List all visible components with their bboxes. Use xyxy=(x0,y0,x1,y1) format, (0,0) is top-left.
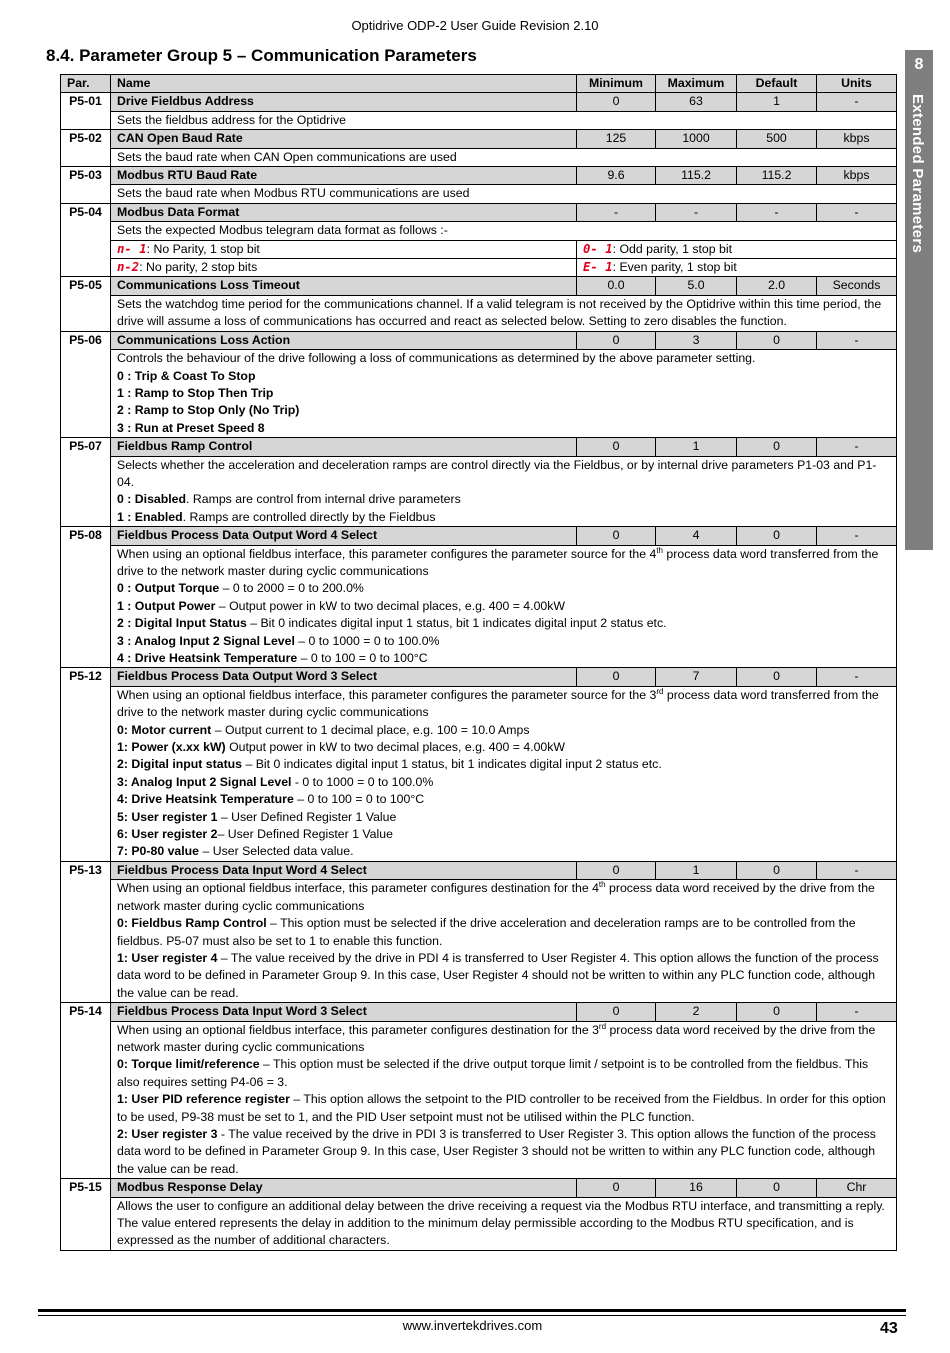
param-default: 0 xyxy=(737,331,817,349)
description-line xyxy=(117,843,890,860)
description-line xyxy=(117,296,890,331)
param-maximum: 3 xyxy=(656,331,737,349)
description-text: When using an optional fieldbus interface, this parameter configures destination for the 4 xyxy=(117,881,599,896)
param-name: Fieldbus Ramp Control xyxy=(111,438,577,456)
description-text: Allows the user to configure an additional delay between the drive receiving a request via the Modbus RTU interface, and transmitting a reply. The value entered represents the delay in addition to the minimum delay permissible according to the Modbus RTU specification, and is expressed as the number of additional characters. xyxy=(117,1198,885,1248)
ordinal-suffix: rd xyxy=(598,1021,607,1031)
description-text: – User Defined Register 1 Value xyxy=(217,827,393,842)
param-maximum: 5.0 xyxy=(656,277,737,295)
param-default: - xyxy=(737,203,817,221)
param-units: - xyxy=(817,93,897,111)
param-default: 0 xyxy=(737,1179,817,1197)
format-text: : Even parity, 1 stop bit xyxy=(612,260,737,275)
description-text: Output power in kW to two decimal places, e.g. 400 = 4.00kW xyxy=(225,740,566,755)
description-line xyxy=(117,402,890,419)
param-name: Modbus RTU Baud Rate xyxy=(111,167,577,185)
param-id: P5-13 xyxy=(61,861,111,1002)
param-row xyxy=(61,527,897,545)
description-line xyxy=(117,739,890,756)
option-label: 3 : Analog Input 2 Signal Level xyxy=(117,633,295,648)
param-description-row xyxy=(61,295,897,331)
description-line xyxy=(117,149,890,166)
param-default: 2.0 xyxy=(737,277,817,295)
param-minimum: - xyxy=(577,203,656,221)
description-text: Sets the fieldbus address for the Optidrive xyxy=(117,112,346,127)
param-description xyxy=(111,1197,897,1250)
format-option xyxy=(577,259,897,277)
param-description xyxy=(111,1021,897,1179)
footer-url: www.invertekdrives.com xyxy=(402,1318,543,1333)
param-row xyxy=(61,130,897,148)
description-line xyxy=(117,457,890,492)
col-name: Name xyxy=(111,75,577,93)
param-name: Fieldbus Process Data Input Word 3 Select xyxy=(111,1003,577,1021)
description-text: . Ramps are controlled directly by the Fieldbus xyxy=(182,509,436,524)
description-text: When using an optional fieldbus interface, this parameter configures the parameter source for the 3 xyxy=(117,687,657,702)
param-row xyxy=(61,668,897,686)
param-description-row xyxy=(61,456,897,527)
param-row xyxy=(61,861,897,879)
table-header-row xyxy=(61,75,897,93)
description-text-cont: process data word received by the drive from the network master during cyclic communications xyxy=(117,881,875,913)
param-description-row xyxy=(61,686,897,861)
section-title: 8.4. Parameter Group 5 – Communication Parameters xyxy=(46,46,477,65)
description-text: – Bit 0 indicates digital input 1 status, bit 1 indicates digital input 2 status etc. xyxy=(242,757,662,772)
param-minimum: 0 xyxy=(577,1003,656,1021)
param-units: - xyxy=(817,861,897,879)
format-text: : No parity, 2 stop bits xyxy=(139,260,258,275)
param-name: Fieldbus Process Data Output Word 3 Select xyxy=(111,668,577,686)
param-units: kbps xyxy=(817,130,897,148)
param-maximum: 16 xyxy=(656,1179,737,1197)
description-line xyxy=(117,546,890,581)
param-name: Fieldbus Process Data Input Word 4 Select xyxy=(111,861,577,879)
description-text: Sets the baud rate when Modbus RTU communications are used xyxy=(117,186,470,201)
format-text: : No Parity, 1 stop bit xyxy=(146,241,260,256)
param-row xyxy=(61,1003,897,1021)
param-id: P5-04 xyxy=(61,203,111,277)
param-description-row xyxy=(61,111,897,129)
description-text: – Output power in kW to two decimal places, e.g. 400 = 4.00kW xyxy=(215,598,565,613)
description-text: - The value received by the drive in PDI 3 is transferred to User Register 3. This option allows the function of the process data word to be defined in Parameter Group 9. In this case, User Register 3 should not be written to within any PLC function code, although the value can be read. xyxy=(117,1126,876,1176)
param-id: P5-02 xyxy=(61,130,111,167)
param-units: - xyxy=(817,438,897,456)
description-line xyxy=(117,420,890,437)
param-maximum: 1 xyxy=(656,438,737,456)
param-name: Communications Loss Action xyxy=(111,331,577,349)
format-text: : Odd parity, 1 stop bit xyxy=(612,241,733,256)
param-description xyxy=(111,880,897,1003)
param-description-row xyxy=(61,545,897,668)
param-description xyxy=(111,350,897,438)
param-units: - xyxy=(817,668,897,686)
param-id: P5-08 xyxy=(61,527,111,668)
description-line xyxy=(117,1198,890,1250)
option-label: 2 : Ramp to Stop Only (No Trip) xyxy=(117,403,300,418)
option-label: 2: User register 3 xyxy=(117,1126,218,1141)
chapter-number: 8 xyxy=(914,56,924,73)
format-code: 0- 1 xyxy=(583,241,613,256)
param-description xyxy=(111,545,897,668)
param-maximum: 1000 xyxy=(656,130,737,148)
description-text: – Output current to 1 decimal place, e.g. 100 = 10.0 Amps xyxy=(211,722,530,737)
option-label: 1 : Ramp to Stop Then Trip xyxy=(117,385,274,400)
param-description xyxy=(111,148,897,166)
param-minimum: 0 xyxy=(577,527,656,545)
option-label: 3 : Run at Preset Speed 8 xyxy=(117,420,265,435)
description-line xyxy=(117,1126,890,1178)
description-text: Sets the expected Modbus telegram data format as follows :- xyxy=(117,223,448,238)
description-line xyxy=(117,809,890,826)
param-maximum: 7 xyxy=(656,668,737,686)
option-label: 1: User register 4 xyxy=(117,950,218,965)
description-line xyxy=(117,350,890,367)
param-description xyxy=(111,185,897,203)
ordinal-suffix: th xyxy=(598,880,606,890)
parameter-table xyxy=(60,74,897,1251)
format-code: n- 1 xyxy=(117,241,147,256)
param-description-row xyxy=(61,1021,897,1179)
option-label: 7: P0-80 value xyxy=(117,844,200,859)
chapter-label: Extended Parameters xyxy=(909,94,926,254)
param-maximum: 2 xyxy=(656,1003,737,1021)
ordinal-suffix: th xyxy=(656,545,663,555)
description-line xyxy=(117,950,890,1002)
description-text: . Ramps are control from internal drive parameters xyxy=(186,492,461,507)
description-line xyxy=(117,185,890,202)
param-description xyxy=(111,222,897,240)
param-description-row xyxy=(61,880,897,1003)
param-minimum: 0 xyxy=(577,1179,656,1197)
param-maximum: 115.2 xyxy=(656,167,737,185)
param-minimum: 0 xyxy=(577,668,656,686)
option-label: 4 : Drive Heatsink Temperature xyxy=(117,651,298,665)
param-minimum: 9.6 xyxy=(577,167,656,185)
param-description xyxy=(111,686,897,861)
description-line xyxy=(117,722,890,739)
description-line xyxy=(117,491,890,508)
description-line xyxy=(117,1056,890,1091)
chapter-tab xyxy=(905,50,933,550)
description-text: – User Selected data value. xyxy=(199,844,354,859)
option-label: 6: User register 2 xyxy=(117,827,218,842)
col-maximum: Maximum xyxy=(656,75,737,93)
format-option xyxy=(577,240,897,258)
option-label: 0 : Trip & Coast To Stop xyxy=(117,368,256,383)
param-description xyxy=(111,456,897,527)
description-line xyxy=(117,598,890,615)
description-line xyxy=(117,880,890,915)
description-text-cont: process data word transferred from the drive to the network master during cyclic communications xyxy=(117,546,879,578)
description-line xyxy=(117,756,890,773)
param-minimum: 0 xyxy=(577,331,656,349)
param-name: Fieldbus Process Data Output Word 4 Select xyxy=(111,527,577,545)
param-row xyxy=(61,1179,897,1197)
footer-rule-thick xyxy=(38,1309,906,1312)
description-line xyxy=(117,1022,890,1057)
param-default: 0 xyxy=(737,668,817,686)
option-label: 2 : Digital Input Status xyxy=(117,616,247,631)
description-text: – This option must be selected if the drive acceleration and deceleration ramps are to be controlled from the fieldbus. P5-07 must also be set to 1 to enable this function. xyxy=(117,916,856,948)
description-text-cont: process data word transferred from the drive to the network master during cyclic communications xyxy=(117,687,879,720)
param-description-row xyxy=(61,185,897,203)
description-text: Controls the behaviour of the drive following a loss of communications as determined by the above parameter setting. xyxy=(117,351,756,366)
description-text: Selects whether the acceleration and deceleration ramps are control directly via the Fieldbus, or by internal drive parameters P1-03 and P1-04. xyxy=(117,457,877,489)
param-default: 0 xyxy=(737,527,817,545)
param-id: P5-12 xyxy=(61,668,111,861)
page-header: Optidrive ODP-2 User Guide Revision 2.10 xyxy=(351,18,599,33)
param-description xyxy=(111,295,897,331)
description-line xyxy=(117,509,890,526)
description-text: Sets the baud rate when CAN Open communications are used xyxy=(117,149,457,164)
description-line xyxy=(117,385,890,402)
param-id: P5-14 xyxy=(61,1003,111,1179)
param-maximum: 1 xyxy=(656,861,737,879)
param-units: - xyxy=(817,1003,897,1021)
param-units: - xyxy=(817,331,897,349)
description-text: – This option must be selected if the drive output torque limit / setpoint is to be controlled from the fieldbus. This also requires setting P4-06 = 3. xyxy=(117,1057,869,1089)
description-line xyxy=(117,687,890,722)
param-maximum: 63 xyxy=(656,93,737,111)
param-id: P5-03 xyxy=(61,167,111,204)
option-label: 0: Torque limit/reference xyxy=(117,1057,260,1072)
param-id: P5-05 xyxy=(61,277,111,331)
description-line xyxy=(117,826,890,843)
description-text: - 0 to 1000 = 0 to 100.0% xyxy=(291,774,434,789)
description-text: – The value received by the drive in PDI 4 is transferred to User Register 4. This option allows the function of the process data word to be defined in Parameter Group 9. In this case, User Register 4 should not be written to within any PLC function code, although the value can be read. xyxy=(117,950,879,1000)
param-minimum: 0.0 xyxy=(577,277,656,295)
param-units: Seconds xyxy=(817,277,897,295)
page-number: 43 xyxy=(880,1320,898,1337)
param-id: P5-01 xyxy=(61,93,111,130)
option-label: 1: Power (x.xx kW) xyxy=(117,740,226,755)
param-name: Modbus Response Delay xyxy=(111,1179,577,1197)
col-minimum: Minimum xyxy=(577,75,656,93)
description-text: – This option allows the setpoint to the PID controller to be received from the Fieldbus. In order for this option to be used, P9-38 must be set to 1, and the PID User setpoint must not be utilised within the PLC function. xyxy=(117,1092,886,1124)
param-name: CAN Open Baud Rate xyxy=(111,130,577,148)
description-text: – Bit 0 indicates digital input 1 status, bit 1 indicates digital input 2 status etc. xyxy=(246,616,667,631)
option-label: 2: Digital input status xyxy=(117,757,243,772)
description-text-cont: process data word received by the drive from the network master during cyclic communications xyxy=(117,1022,876,1054)
param-default: 115.2 xyxy=(737,167,817,185)
param-row xyxy=(61,331,897,349)
option-label: 4: Drive Heatsink Temperature xyxy=(117,792,294,807)
description-line xyxy=(117,368,890,385)
param-row xyxy=(61,167,897,185)
format-option xyxy=(111,259,577,277)
option-label: 0 : Disabled xyxy=(117,492,187,507)
description-line xyxy=(117,633,890,650)
param-units: Chr xyxy=(817,1179,897,1197)
param-row xyxy=(61,277,897,295)
description-text: Sets the watchdog time period for the communications channel. If a valid telegram is not received by the Optidrive within this time period, the drive will assume a loss of communications has occurred and react as selected below. Setting to zero disables the function. xyxy=(117,296,882,329)
description-text: – 0 to 100 = 0 to 100°C xyxy=(297,651,428,665)
description-line xyxy=(117,112,890,129)
ordinal-suffix: rd xyxy=(656,686,664,696)
description-line xyxy=(117,915,890,950)
param-name: Communications Loss Timeout xyxy=(111,277,577,295)
option-label: 3: Analog Input 2 Signal Level xyxy=(117,774,292,789)
col-par: Par. xyxy=(61,75,111,93)
description-line xyxy=(117,615,890,632)
param-row xyxy=(61,438,897,456)
param-minimum: 0 xyxy=(577,861,656,879)
param-minimum: 0 xyxy=(577,93,656,111)
param-default: 0 xyxy=(737,438,817,456)
param-units: - xyxy=(817,527,897,545)
param-default: 500 xyxy=(737,130,817,148)
option-label: 1 : Output Power xyxy=(117,598,216,613)
format-row xyxy=(61,259,897,277)
param-description xyxy=(111,111,897,129)
format-option xyxy=(111,240,577,258)
param-description-row xyxy=(61,222,897,240)
description-text: – 0 to 1000 = 0 to 100.0% xyxy=(294,633,440,648)
description-line xyxy=(117,650,890,667)
param-default: 1 xyxy=(737,93,817,111)
description-line xyxy=(117,1091,890,1126)
description-text: – 0 to 100 = 0 to 100°C xyxy=(293,792,425,807)
option-label: 0 : Output Torque xyxy=(117,581,220,596)
param-description-row xyxy=(61,148,897,166)
param-name: Drive Fieldbus Address xyxy=(111,93,577,111)
option-label: 0: Motor current xyxy=(117,722,212,737)
description-text: When using an optional fieldbus interface, this parameter configures the parameter source for the 4 xyxy=(117,546,657,561)
param-description-row xyxy=(61,350,897,438)
param-minimum: 0 xyxy=(577,438,656,456)
param-default: 0 xyxy=(737,861,817,879)
param-units: kbps xyxy=(817,167,897,185)
description-text: When using an optional fieldbus interface, this parameter configures destination for the 3 xyxy=(117,1022,599,1037)
param-row xyxy=(61,203,897,221)
param-default: 0 xyxy=(737,1003,817,1021)
description-line xyxy=(117,580,890,597)
footer-rule-thin xyxy=(38,1315,906,1316)
format-code: n-2 xyxy=(117,260,140,275)
param-maximum: - xyxy=(656,203,737,221)
description-text: – 0 to 2000 = 0 to 200.0% xyxy=(219,581,364,596)
format-row xyxy=(61,240,897,258)
description-text: – User Defined Register 1 Value xyxy=(217,809,397,824)
param-row xyxy=(61,93,897,111)
col-units: Units xyxy=(817,75,897,93)
option-label: 5: User register 1 xyxy=(117,809,218,824)
param-minimum: 125 xyxy=(577,130,656,148)
param-id: P5-15 xyxy=(61,1179,111,1251)
description-line xyxy=(117,791,890,808)
option-label: 1 : Enabled xyxy=(117,509,183,524)
option-label: 1: User PID reference register xyxy=(117,1092,290,1107)
description-line xyxy=(117,222,890,239)
param-units: - xyxy=(817,203,897,221)
param-description-row xyxy=(61,1197,897,1250)
col-default: Default xyxy=(737,75,817,93)
param-id: P5-06 xyxy=(61,331,111,437)
option-label: 0: Fieldbus Ramp Control xyxy=(117,916,267,931)
param-id: P5-07 xyxy=(61,438,111,527)
format-code: E- 1 xyxy=(583,260,613,275)
param-maximum: 4 xyxy=(656,527,737,545)
param-name: Modbus Data Format xyxy=(111,203,577,221)
description-line xyxy=(117,774,890,791)
